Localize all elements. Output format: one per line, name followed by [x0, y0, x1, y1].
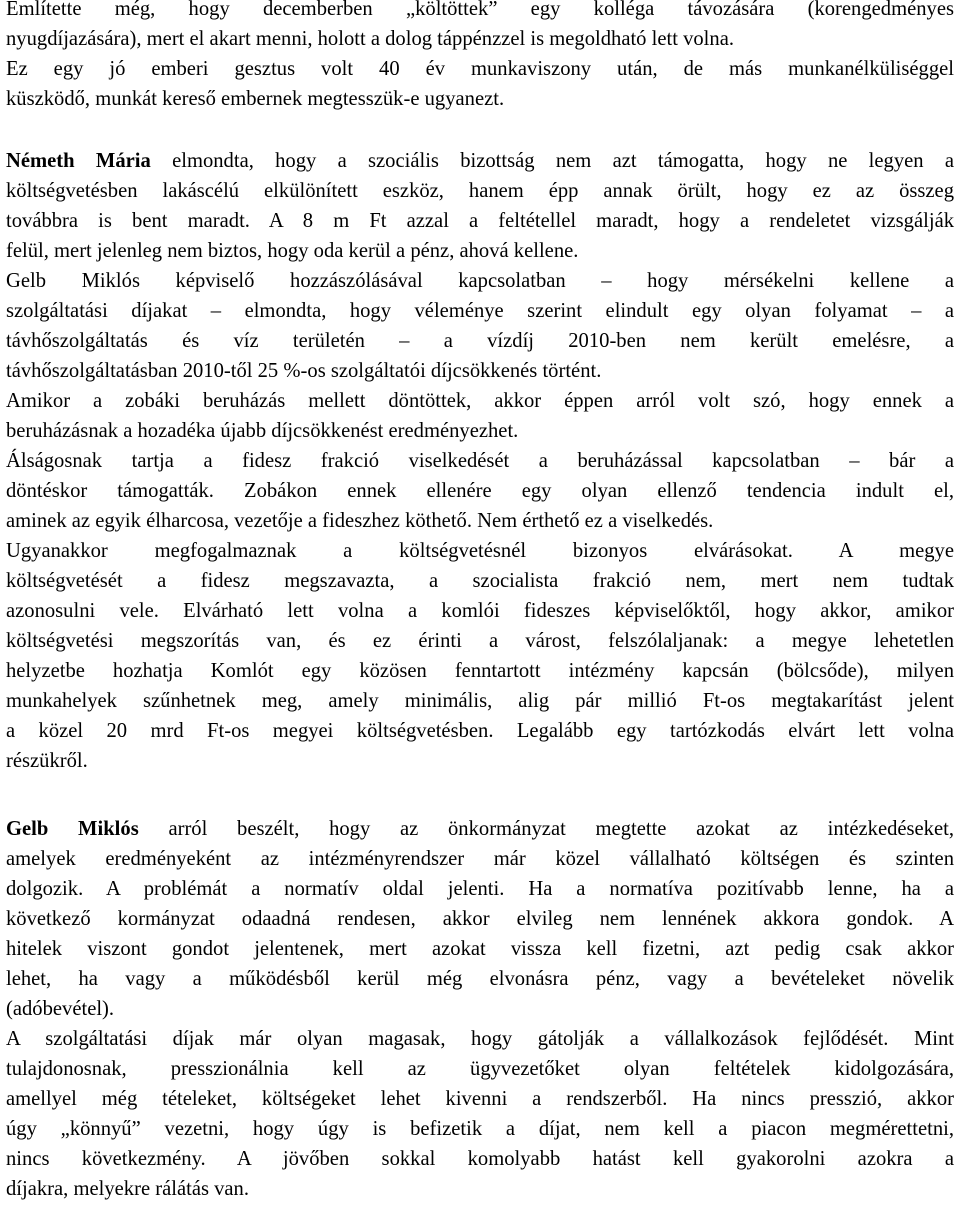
text-line: következő kormányzat odaadná rendesen, akkor elvileg nem lennének akkora gondok. A	[6, 908, 954, 930]
text-line: Említette még, hogy decemberben „költöttek” egy kolléga távozására (korengedményes	[6, 0, 954, 20]
text-line: tulajdonosnak, presszionálnia kell az ügyvezetőket olyan feltételek kidolgozására,	[6, 1058, 954, 1080]
text-line: amelyek eredményeként az intézményrendszer már közel vállalható költségen és szinten	[6, 848, 954, 870]
text-line: nyugdíjazására), mert el akart menni, holott a dolog táppénzzel is megoldható lett volna.	[6, 28, 734, 50]
text-line: munkahelyek szűnhetnek meg, amely minimális, alig pár millió Ft-os megtakarítást jelent	[6, 690, 954, 712]
text-line: hitelek viszont gondot jelentenek, mert azokat vissza kell fizetni, azt pedig csak akkor	[6, 938, 954, 960]
text-line: költségvetésben lakáscélú elkülönített eszköz, hanem épp annak örült, hogy ez az összeg	[6, 180, 954, 202]
text-line: dolgozik. A problémát a normatív oldal jelenti. Ha a normatíva pozitívabb lenne, ha a	[6, 878, 954, 900]
text-line: lehet, ha vagy a működésből kerül még elvonásra pénz, vagy a bevételeket növelik	[6, 968, 954, 990]
text-line: költségvetési megszorítás van, és ez érinti a várost, felszólaljanak: a megye lehetetlen	[6, 630, 954, 652]
text-line: amellyel még tételeket, költségeket lehet kivenni a rendszerből. Ha nincs presszió, akkor	[6, 1088, 954, 1110]
text-line: A szolgáltatási díjak már olyan magasak, hogy gátolják a vállalkozások fejlődését. Mint	[6, 1028, 954, 1050]
text-line: költségvetését a fidesz megszavazta, a szocialista frakció nem, mert nem tudtak	[6, 570, 954, 592]
text-line: részükről.	[6, 750, 88, 772]
text-line: távhőszolgáltatás és víz területén – a vízdíj 2010-ben nem került emelésre, a	[6, 330, 954, 352]
text-line: felül, mert jelenleg nem biztos, hogy oda kerül a pénz, ahová kellene.	[6, 240, 579, 262]
text-line: aminek az egyik élharcosa, vezetője a fideszhez köthető. Nem érthető ez a viselkedés.	[6, 510, 714, 532]
text-line: azonosulni vele. Elvárható lett volna a komlói fideszes képviselőktől, hogy akkor, amikor	[6, 600, 954, 622]
text-line: szolgáltatási díjakat – elmondta, hogy véleménye szerint elindult egy olyan folyamat – a	[6, 300, 954, 322]
text-line: Ez egy jó emberi gesztus volt 40 év munkaviszony után, de más munkanélküliséggel	[6, 58, 954, 80]
text-line: nincs következmény. A jövőben sokkal komolyabb hatást kell gyakorolni azokra a	[6, 1148, 954, 1170]
text-line: küszködő, munkát kereső embernek megtesszük-e ugyanezt.	[6, 88, 505, 110]
speaker-name: Németh Mária	[6, 150, 151, 172]
text-line: távhőszolgáltatásban 2010-től 25 %-os szolgáltatói díjcsökkenés történt.	[6, 360, 602, 382]
text-line: döntéskor támogatták. Zobákon ennek ellenére egy olyan ellenző tendencia indult el,	[6, 480, 954, 502]
text-line: Álságosnak tartja a fidesz frakció viselkedését a beruházással kapcsolatban – bár a	[6, 450, 954, 472]
text-line: beruházásnak a hozadéka újabb díjcsökkenést eredményezhet.	[6, 420, 519, 442]
text-line: díjakra, melyekre rálátás van.	[6, 1178, 250, 1200]
text-line	[6, 146, 954, 176]
text-line: a közel 20 mrd Ft-os megyei költségvetésben. Legalább egy tartózkodás elvárt lett volna	[6, 720, 954, 742]
text-line: helyzetbe hozhatja Komlót egy közösen fenntartott intézmény kapcsán (bölcsőde), milyen	[6, 660, 954, 682]
text-line: továbbra is bent maradt. A 8 m Ft azzal a feltétellel maradt, hogy a rendeletet vizsgálják	[6, 210, 954, 232]
text-span: arról beszélt, hogy az önkormányzat megtette azokat az intézkedéseket,	[138, 818, 954, 840]
text-span: elmondta, hogy a szociális bizottság nem azt támogatta, hogy ne legyen a	[150, 150, 954, 172]
speaker-name: Gelb Miklós	[6, 818, 139, 840]
text-line: úgy „könnyű” vezetni, hogy úgy is befizetik a díjat, nem kell a piacon megmérettetni,	[6, 1118, 954, 1140]
text-line: Gelb Miklós képviselő hozzászólásával kapcsolatban – hogy mérsékelni kellene a	[6, 270, 954, 292]
text-line: (adóbevétel).	[6, 998, 115, 1020]
text-line	[6, 814, 954, 844]
text-line: Amikor a zobáki beruházás mellett döntöttek, akkor éppen arról volt szó, hogy ennek a	[6, 390, 954, 412]
text-line: Ugyanakkor megfogalmaznak a költségvetésnél bizonyos elvárásokat. A megye	[6, 540, 954, 562]
